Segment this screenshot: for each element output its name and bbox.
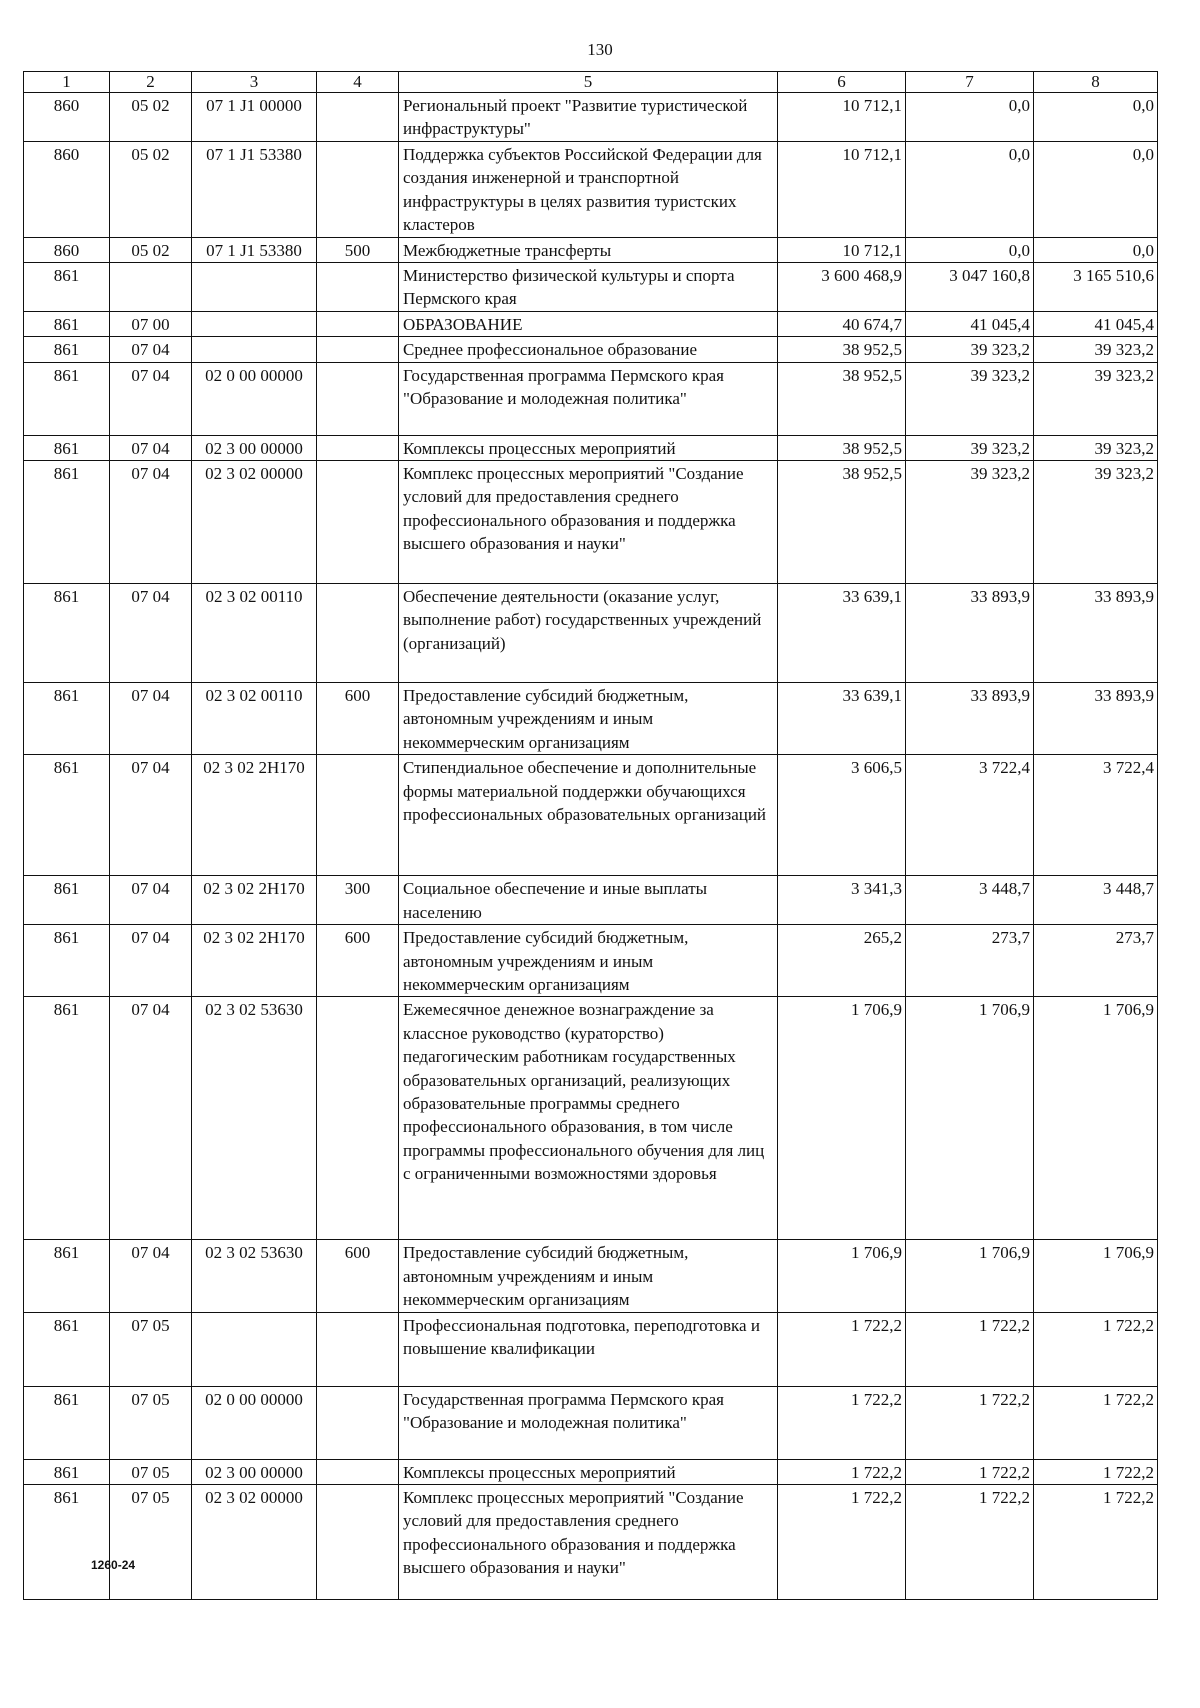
- expense-type-cell: [317, 755, 399, 876]
- amount-year1-cell: 1 722,2: [778, 1386, 906, 1459]
- amount-year3-cell: 33 893,9: [1034, 584, 1158, 683]
- amount-year3-cell: 0,0: [1034, 142, 1158, 238]
- section-code-cell: 07 04: [110, 435, 192, 460]
- amount-year2-cell: 39 323,2: [906, 461, 1034, 584]
- amount-year2-cell: 41 045,4: [906, 311, 1034, 336]
- section-code-cell: 07 04: [110, 683, 192, 755]
- description-cell: Поддержка субъектов Российской Федерации для создания инженерной и транспортной инфраструктуры в целях развития туристских кластеров: [399, 142, 778, 238]
- grbs-code-cell: 861: [24, 683, 110, 755]
- description-cell: Комплексы процессных мероприятий: [399, 435, 778, 460]
- expense-type-cell: [317, 584, 399, 683]
- table-body: [24, 93, 1158, 1600]
- table-row: [24, 1386, 1158, 1459]
- amount-year1-cell: 3 600 468,9: [778, 263, 906, 312]
- amount-year1-cell: 33 639,1: [778, 584, 906, 683]
- amount-year1-cell: 33 639,1: [778, 683, 906, 755]
- expense-type-cell: [317, 1484, 399, 1599]
- amount-year1-cell: 1 722,2: [778, 1312, 906, 1386]
- amount-year2-cell: 3 448,7: [906, 876, 1034, 925]
- column-header: 5: [399, 72, 778, 93]
- page-number: 130: [587, 40, 613, 59]
- grbs-code-cell: 861: [24, 263, 110, 312]
- section-code-cell: 07 04: [110, 755, 192, 876]
- description-cell: Межбюджетные трансферты: [399, 237, 778, 262]
- target-article-cell: 02 3 00 00000: [192, 435, 317, 460]
- amount-year3-cell: 33 893,9: [1034, 683, 1158, 755]
- column-header: 6: [778, 72, 906, 93]
- amount-year2-cell: 1 722,2: [906, 1484, 1034, 1599]
- target-article-cell: 02 3 02 2Н170: [192, 755, 317, 876]
- column-header: 2: [110, 72, 192, 93]
- target-article-cell: 02 3 02 00000: [192, 1484, 317, 1599]
- section-code-cell: 07 04: [110, 362, 192, 435]
- amount-year2-cell: 0,0: [906, 142, 1034, 238]
- expense-type-cell: [317, 461, 399, 584]
- amount-year3-cell: 3 448,7: [1034, 876, 1158, 925]
- table-row: [24, 142, 1158, 238]
- grbs-code-cell: 861: [24, 584, 110, 683]
- target-article-cell: 02 0 00 00000: [192, 362, 317, 435]
- amount-year1-cell: 1 722,2: [778, 1459, 906, 1484]
- amount-year3-cell: 1 722,2: [1034, 1386, 1158, 1459]
- column-header: 7: [906, 72, 1034, 93]
- table-row: [24, 263, 1158, 312]
- section-code-cell: 05 02: [110, 93, 192, 142]
- column-header: 4: [317, 72, 399, 93]
- target-article-cell: 07 1 J1 00000: [192, 93, 317, 142]
- section-code-cell: 07 04: [110, 584, 192, 683]
- amount-year2-cell: 1 706,9: [906, 1240, 1034, 1312]
- amount-year2-cell: 33 893,9: [906, 584, 1034, 683]
- grbs-code-cell: 861: [24, 1484, 110, 1599]
- section-code-cell: 07 04: [110, 337, 192, 362]
- target-article-cell: 07 1 J1 53380: [192, 142, 317, 238]
- description-cell: Государственная программа Пермского края "Образование и молодежная политика": [399, 1386, 778, 1459]
- grbs-code-cell: 861: [24, 362, 110, 435]
- amount-year1-cell: 3 341,3: [778, 876, 906, 925]
- expense-type-cell: 500: [317, 237, 399, 262]
- description-cell: Профессиональная подготовка, переподготовка и повышение квалификации: [399, 1312, 778, 1386]
- expense-type-cell: [317, 1312, 399, 1386]
- amount-year3-cell: 1 706,9: [1034, 1240, 1158, 1312]
- table-row: [24, 461, 1158, 584]
- section-code-cell: 07 05: [110, 1386, 192, 1459]
- section-code-cell: [110, 263, 192, 312]
- table-row: [24, 1459, 1158, 1484]
- section-code-cell: 07 05: [110, 1312, 192, 1386]
- amount-year1-cell: 40 674,7: [778, 311, 906, 336]
- description-cell: Государственная программа Пермского края "Образование и молодежная политика": [399, 362, 778, 435]
- amount-year2-cell: 1 722,2: [906, 1312, 1034, 1386]
- expense-type-cell: [317, 311, 399, 336]
- expense-type-cell: [317, 362, 399, 435]
- target-article-cell: 02 3 00 00000: [192, 1459, 317, 1484]
- table-row: [24, 997, 1158, 1240]
- amount-year1-cell: 10 712,1: [778, 93, 906, 142]
- grbs-code-cell: 861: [24, 461, 110, 584]
- amount-year3-cell: 0,0: [1034, 237, 1158, 262]
- column-header: 8: [1034, 72, 1158, 93]
- description-cell: Предоставление субсидий бюджетным, автономным учреждениям и иным некоммерческим организациям: [399, 1240, 778, 1312]
- table-row: [24, 755, 1158, 876]
- description-cell: Комплекс процессных мероприятий "Создание условий для предоставления среднего профессионального образования и поддержка высшего образования и науки": [399, 461, 778, 584]
- grbs-code-cell: 861: [24, 997, 110, 1240]
- section-code-cell: 07 04: [110, 1240, 192, 1312]
- table-row: [24, 93, 1158, 142]
- expense-type-cell: [317, 997, 399, 1240]
- target-article-cell: 02 3 02 00110: [192, 683, 317, 755]
- table-row: [24, 435, 1158, 460]
- amount-year2-cell: 3 047 160,8: [906, 263, 1034, 312]
- expense-type-cell: 300: [317, 876, 399, 925]
- amount-year3-cell: 41 045,4: [1034, 311, 1158, 336]
- amount-year3-cell: 1 706,9: [1034, 997, 1158, 1240]
- description-cell: Предоставление субсидий бюджетным, автономным учреждениям и иным некоммерческим организациям: [399, 925, 778, 997]
- amount-year1-cell: 38 952,5: [778, 461, 906, 584]
- description-cell: Региональный проект "Развитие туристической инфраструктуры": [399, 93, 778, 142]
- table-row: [24, 584, 1158, 683]
- target-article-cell: [192, 337, 317, 362]
- description-cell: Обеспечение деятельности (оказание услуг, выполнение работ) государственных учреждений (организаций): [399, 584, 778, 683]
- target-article-cell: [192, 311, 317, 336]
- target-article-cell: 02 3 02 2Н170: [192, 876, 317, 925]
- section-code-cell: 07 04: [110, 925, 192, 997]
- grbs-code-cell: 861: [24, 1386, 110, 1459]
- amount-year3-cell: 1 722,2: [1034, 1312, 1158, 1386]
- amount-year1-cell: 38 952,5: [778, 337, 906, 362]
- table-row: [24, 311, 1158, 336]
- amount-year3-cell: 273,7: [1034, 925, 1158, 997]
- section-code-cell: 05 02: [110, 237, 192, 262]
- expense-type-cell: [317, 142, 399, 238]
- expense-type-cell: [317, 435, 399, 460]
- target-article-cell: 07 1 J1 53380: [192, 237, 317, 262]
- description-cell: Стипендиальное обеспечение и дополнительные формы материальной поддержки обучающихся профессиональных образовательных организаций: [399, 755, 778, 876]
- expense-type-cell: 600: [317, 925, 399, 997]
- amount-year2-cell: 273,7: [906, 925, 1034, 997]
- expense-type-cell: 600: [317, 683, 399, 755]
- amount-year1-cell: 1 706,9: [778, 997, 906, 1240]
- amount-year2-cell: 3 722,4: [906, 755, 1034, 876]
- amount-year2-cell: 0,0: [906, 93, 1034, 142]
- expense-type-cell: [317, 337, 399, 362]
- section-code-cell: 07 05: [110, 1459, 192, 1484]
- document-code: 1260-24: [91, 1558, 136, 1572]
- amount-year3-cell: 0,0: [1034, 93, 1158, 142]
- amount-year3-cell: 39 323,2: [1034, 461, 1158, 584]
- amount-year1-cell: 1 706,9: [778, 1240, 906, 1312]
- target-article-cell: 02 0 00 00000: [192, 1386, 317, 1459]
- section-code-cell: 07 04: [110, 461, 192, 584]
- amount-year1-cell: 38 952,5: [778, 362, 906, 435]
- grbs-code-cell: 861: [24, 876, 110, 925]
- amount-year3-cell: 39 323,2: [1034, 435, 1158, 460]
- amount-year2-cell: 39 323,2: [906, 435, 1034, 460]
- table-row: [24, 876, 1158, 925]
- grbs-code-cell: 861: [24, 337, 110, 362]
- table-row: [24, 1312, 1158, 1386]
- section-code-cell: 07 04: [110, 997, 192, 1240]
- section-code-cell: 07 04: [110, 876, 192, 925]
- amount-year1-cell: 265,2: [778, 925, 906, 997]
- expense-type-cell: [317, 1386, 399, 1459]
- description-cell: Комплексы процессных мероприятий: [399, 1459, 778, 1484]
- grbs-code-cell: 860: [24, 93, 110, 142]
- amount-year2-cell: 1 722,2: [906, 1459, 1034, 1484]
- target-article-cell: 02 3 02 00000: [192, 461, 317, 584]
- table-row: [24, 1484, 1158, 1599]
- amount-year2-cell: 39 323,2: [906, 337, 1034, 362]
- description-cell: Министерство физической культуры и спорта Пермского края: [399, 263, 778, 312]
- description-cell: Предоставление субсидий бюджетным, автономным учреждениям и иным некоммерческим организациям: [399, 683, 778, 755]
- table-row: [24, 337, 1158, 362]
- budget-table: [23, 71, 1158, 1600]
- amount-year2-cell: 1 722,2: [906, 1386, 1034, 1459]
- section-code-cell: 07 05: [110, 1484, 192, 1599]
- column-header: 3: [192, 72, 317, 93]
- amount-year1-cell: 38 952,5: [778, 435, 906, 460]
- table-row: [24, 683, 1158, 755]
- description-cell: Среднее профессиональное образование: [399, 337, 778, 362]
- table-header-row: [24, 72, 1158, 93]
- table-row: [24, 925, 1158, 997]
- column-header: 1: [24, 72, 110, 93]
- grbs-code-cell: 861: [24, 1240, 110, 1312]
- amount-year3-cell: 3 722,4: [1034, 755, 1158, 876]
- expense-type-cell: [317, 263, 399, 312]
- grbs-code-cell: 861: [24, 311, 110, 336]
- amount-year2-cell: 1 706,9: [906, 997, 1034, 1240]
- amount-year1-cell: 10 712,1: [778, 142, 906, 238]
- grbs-code-cell: 861: [24, 755, 110, 876]
- target-article-cell: 02 3 02 00110: [192, 584, 317, 683]
- amount-year1-cell: 1 722,2: [778, 1484, 906, 1599]
- target-article-cell: 02 3 02 2Н170: [192, 925, 317, 997]
- description-cell: Ежемесячное денежное вознаграждение за классное руководство (кураторство) педагогическим работникам государственных образовательных организаций, реализующих образовательные программы среднего профессионального образования, в том числе программы профессионального обучения для лиц с ограниченными возможностями здоровья: [399, 997, 778, 1240]
- description-cell: Социальное обеспечение и иные выплаты населению: [399, 876, 778, 925]
- amount-year1-cell: 3 606,5: [778, 755, 906, 876]
- amount-year1-cell: 10 712,1: [778, 237, 906, 262]
- grbs-code-cell: 861: [24, 1312, 110, 1386]
- grbs-code-cell: 861: [24, 1459, 110, 1484]
- grbs-code-cell: 861: [24, 925, 110, 997]
- amount-year2-cell: 33 893,9: [906, 683, 1034, 755]
- description-cell: Комплекс процессных мероприятий "Создание условий для предоставления среднего профессионального образования и поддержка высшего образования и науки": [399, 1484, 778, 1599]
- amount-year3-cell: 1 722,2: [1034, 1459, 1158, 1484]
- section-code-cell: 05 02: [110, 142, 192, 238]
- table-row: [24, 1240, 1158, 1312]
- section-code-cell: 07 00: [110, 311, 192, 336]
- target-article-cell: 02 3 02 53630: [192, 1240, 317, 1312]
- expense-type-cell: [317, 93, 399, 142]
- amount-year2-cell: 39 323,2: [906, 362, 1034, 435]
- amount-year2-cell: 0,0: [906, 237, 1034, 262]
- amount-year3-cell: 1 722,2: [1034, 1484, 1158, 1599]
- grbs-code-cell: 860: [24, 237, 110, 262]
- amount-year3-cell: 39 323,2: [1034, 362, 1158, 435]
- expense-type-cell: 600: [317, 1240, 399, 1312]
- target-article-cell: 02 3 02 53630: [192, 997, 317, 1240]
- table-row: [24, 237, 1158, 262]
- amount-year3-cell: 39 323,2: [1034, 337, 1158, 362]
- grbs-code-cell: 861: [24, 435, 110, 460]
- amount-year3-cell: 3 165 510,6: [1034, 263, 1158, 312]
- grbs-code-cell: 860: [24, 142, 110, 238]
- target-article-cell: [192, 1312, 317, 1386]
- expense-type-cell: [317, 1459, 399, 1484]
- target-article-cell: [192, 263, 317, 312]
- table-row: [24, 362, 1158, 435]
- description-cell: ОБРАЗОВАНИЕ: [399, 311, 778, 336]
